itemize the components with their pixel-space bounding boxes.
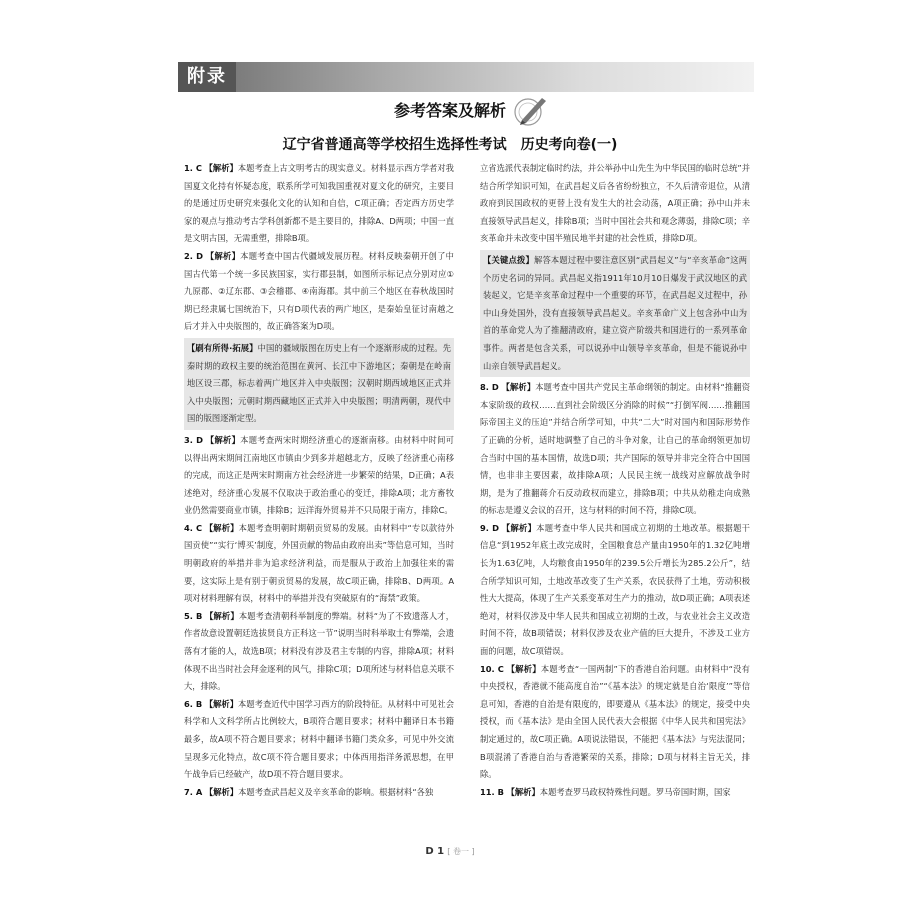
- right-column: [480, 160, 750, 801]
- analysis-label: 【解析】: [205, 610, 239, 621]
- volume-label: [ 卷一 ]: [447, 847, 475, 856]
- analysis-label: 【解析】: [506, 663, 541, 674]
- answer-item: [480, 661, 750, 784]
- answer-text: 本题考查罗马政权特殊性问题。罗马帝国时期，国家: [539, 786, 731, 797]
- answer-text: 解答本题过程中要注意区别“武昌起义”与“辛亥革命”这两个历史名词的异同。武昌起义指1911年10月10日爆发于武汉地区的武装起义，它是辛亥革命过程中一个重要的环节，在武昌起义过程中，孙中山身处国外，没有直接领导武昌起义。辛亥革命广义上包含孙中山为首的革命党人为了推翻清政府，建立资产阶级共和国进行的一系列革命事件。两者是包含关系，可以说孙中山领导辛亥革命，但是不能说孙中山亲自领导武昌起义。: [483, 254, 747, 371]
- exam-subtitle: 辽宁省普通高等学校招生选择性考试 历史考向卷(一): [282, 137, 618, 153]
- appendix-tab: 附录: [178, 62, 236, 92]
- page-number: D 1: [425, 846, 445, 857]
- answer-item: [480, 784, 750, 802]
- question-number: 1. C: [184, 163, 202, 173]
- answer-text: 本题考查近代中国学习西方的阶段特征。从材料中可见社会科学和人文科学所占比例较大，B项符合题目要求；材料中翻译日本书籍最多，故A项不符合题目要求；材料中翻译书籍门类众多，可见中外交流呈现多元化特点，故C项不符合题目要求；中体西用指洋务派思想，在甲午战争后已经破产，故D项不符合题目要求。: [184, 698, 454, 780]
- answer-item: [184, 520, 454, 608]
- question-number: 9. D: [480, 522, 499, 533]
- tip-box: [184, 338, 454, 430]
- answer-item: [480, 160, 750, 248]
- answer-item: [480, 379, 750, 520]
- analysis-label: 【解析】: [501, 382, 536, 393]
- answer-text: 本题考查明朝时期朝贡贸易的发展。由材料中“专以款待外国贡使”“实行‘博买’制度，外国贡献的物品由政府出卖”等信息可知，当时明朝政府的举措并非为追求经济利益，而是服从于政治上加强往来的需要，这实际上是有别于朝贡贸易的发展，故C项正确，排除B、D两项。A项对材料理解有误，材料中的举措并没有突破原有的“海禁”政策。: [184, 522, 455, 604]
- question-number: 3. D: [184, 434, 203, 445]
- answer-item: [184, 784, 454, 802]
- answer-content: [184, 160, 750, 840]
- page-title: 参考答案及解析: [393, 101, 506, 120]
- tip-label: 【关键点拨】: [483, 254, 534, 265]
- answer-item: [184, 608, 454, 696]
- answer-text: 本题考查中华人民共和国成立初期的土地改革。根据题干信息“到1952年底土改完成时，全国粮食总产量由1950年的1.32亿吨增长为1.63亿吨，人均粮食由1950年的239.5公斤增长为285.2公斤”，结合所学知识可知，土地改革改变了生产关系，农民获得了土地，劳动积极性大大提高，体现了生产关系变革对生产力的推动，故D项正确；A项表述绝对，材料仅涉及中华人民共和国成立初期的土改，与农业社会主义改造时间不符，故B项错误；材料仅涉及农业产值的巨大提升，不涉及工业方面的问题，故C项错误。: [480, 522, 750, 657]
- left-column: [184, 160, 454, 801]
- analysis-label: 【解析】: [205, 250, 241, 261]
- answer-item: [184, 160, 454, 248]
- answer-item: [480, 520, 750, 661]
- header-band: [178, 62, 754, 92]
- question-number: 4. C: [184, 522, 203, 533]
- answer-text: 本题考查上古文明考古的现实意义。材料显示西方学者对我国夏文化持有怀疑态度，联系所学可知我国重视对夏文化的研究，主要目的是通过历史研究来强化文化的认知和自信，C项正确；否定西方历史学家的观点与推动考古学科创新都不是主要目的，排除A、D两项；中国一直是文明古国，无需重塑，排除B项。: [184, 163, 454, 244]
- analysis-label: 【解析】: [204, 163, 238, 173]
- answer-text: 本题考查两宋时期经济重心的逐渐南移。由材料中时间可以得出两宋期间江南地区市镇由少到多并超越北方，反映了经济重心南移的完成，而这正是两宋时期南方社会经济进一步繁荣的结果，D正确；A表述绝对，经济重心发展不仅取决于政治重心的变迁，排除A项；北方畜牧业仍然需要商业市镇，排除B；远洋海外贸易并不只局限于南方，排除C。: [184, 434, 454, 516]
- question-number: 11. B: [480, 786, 504, 797]
- question-number: 5. B: [184, 610, 203, 621]
- analysis-label: 【解析】: [204, 698, 239, 709]
- pen-badge-icon: [510, 92, 550, 128]
- answer-text: 本题考查武昌起义及辛亥革命的影响。根据材料“各独: [238, 786, 434, 797]
- answer-text: 本题考查中国共产党民主革命纲领的制定。由材料“推翻资本家阶级的政权……直到社会阶级区分消除的时候”“打倒军阀……推翻国际帝国主义的压迫”并结合所学可知，中共“二大”时对国内和国际形势作了正确的分析，适时地调整了自己的斗争对象，让自己的革命纲领更加切合当时中国的基本国情，故选D项；共产国际的领导并非完全符合中国国情，也非非主要因素，故排除A项；人民民主统一战线对应解放战争时期，是为了推翻蒋介石反动政权而建立，排除B项；中共从幼稚走向成熟的标志是遵义会议的召开，这与材料的时间不符，排除C项。: [480, 382, 750, 516]
- analysis-label: 【解析】: [506, 786, 540, 797]
- answer-text: 本题考查“一国两制”下的香港自治问题。由材料中“没有中央授权，香港就不能高度自治”“《基本法》的规定就是自治‘限度’”等信息可知，香港的自治是有限度的，即要遵从《基本法》的规定，接受中央授权，而《基本法》是由全国人民代表大会根据《中华人民共和国宪法》制定通过的，故C项正确。A项说法错误，不能把《基本法》与宪法混同；B项混淆了香港自治与香港繁荣的关系，排除；D项与材料主旨无关，排除。: [480, 663, 750, 780]
- tip-label: 【刷有所得·拓展】: [187, 342, 258, 353]
- analysis-label: 【解析】: [501, 522, 537, 533]
- page-footer: [0, 846, 900, 857]
- question-number: 6. B: [184, 698, 203, 709]
- answer-text: 本题考查清朝科举制度的弊端。材料“为了不致遗落人才，作者故意设置朝廷选拔贤良方正科这一节”说明当时科举取士有弊端，会遗落有才能的人，故选B项；材料没有涉及君主专制的内容，排除A项；材料体现不出当时社会拜金逐利的风气，排除C项；D项所述与材料信息关联不大，排除。: [184, 610, 454, 692]
- question-number: 2. D: [184, 250, 203, 261]
- question-number: 7. A: [184, 786, 203, 797]
- question-number: 8. D: [480, 382, 499, 393]
- answer-item: [184, 248, 454, 336]
- question-number: 10. C: [480, 663, 504, 674]
- analysis-label: 【解析】: [204, 522, 239, 533]
- answer-text: 立省选派代表制定临时约法，并公举孙中山先生为中华民国的临时总统”并结合所学知识可知，在武昌起义后各省纷纷独立，不久后清帝退位，从清政府到民国政权的更替上没有发生大的社会动荡，A项正确；孙中山并未直接领导武昌起义，排除B项；当时中国社会共和观念薄弱，排除C项；辛亥革命并未改变中国半殖民地半封建的社会性质，排除D项。: [480, 163, 750, 244]
- answer-text: 中国的疆域版图在历史上有一个逐渐形成的过程。先秦时期的政权主要的统治范围在黄河、长江中下游地区；秦朝是在岭南地区设三郡，标志着两广地区并入中央版图；汉朝时期西域地区正式并入中央版图；元朝时期西藏地区正式并入中央版图；明清两朝，现代中国的版图逐渐定型。: [187, 342, 451, 424]
- analysis-label: 【解析】: [205, 434, 241, 445]
- answer-item: [184, 432, 454, 520]
- analysis-label: 【解析】: [204, 786, 239, 797]
- answer-text: 本题考查中国古代疆域发展历程。材料反映秦朝开创了中国古代第一个统一多民族国家，实行郡县制，如图所示标记点分别对应①九原郡、②辽东郡、③会稽郡、④南海郡。其中前三个地区在春秋战国时期已经隶属七国统治下，只有D项代表的两广地区，是秦始皇征讨南越之后才并入中央版图的，故正确答案为D项。: [184, 250, 454, 332]
- answer-item: [184, 696, 454, 784]
- tip-box: [480, 250, 750, 377]
